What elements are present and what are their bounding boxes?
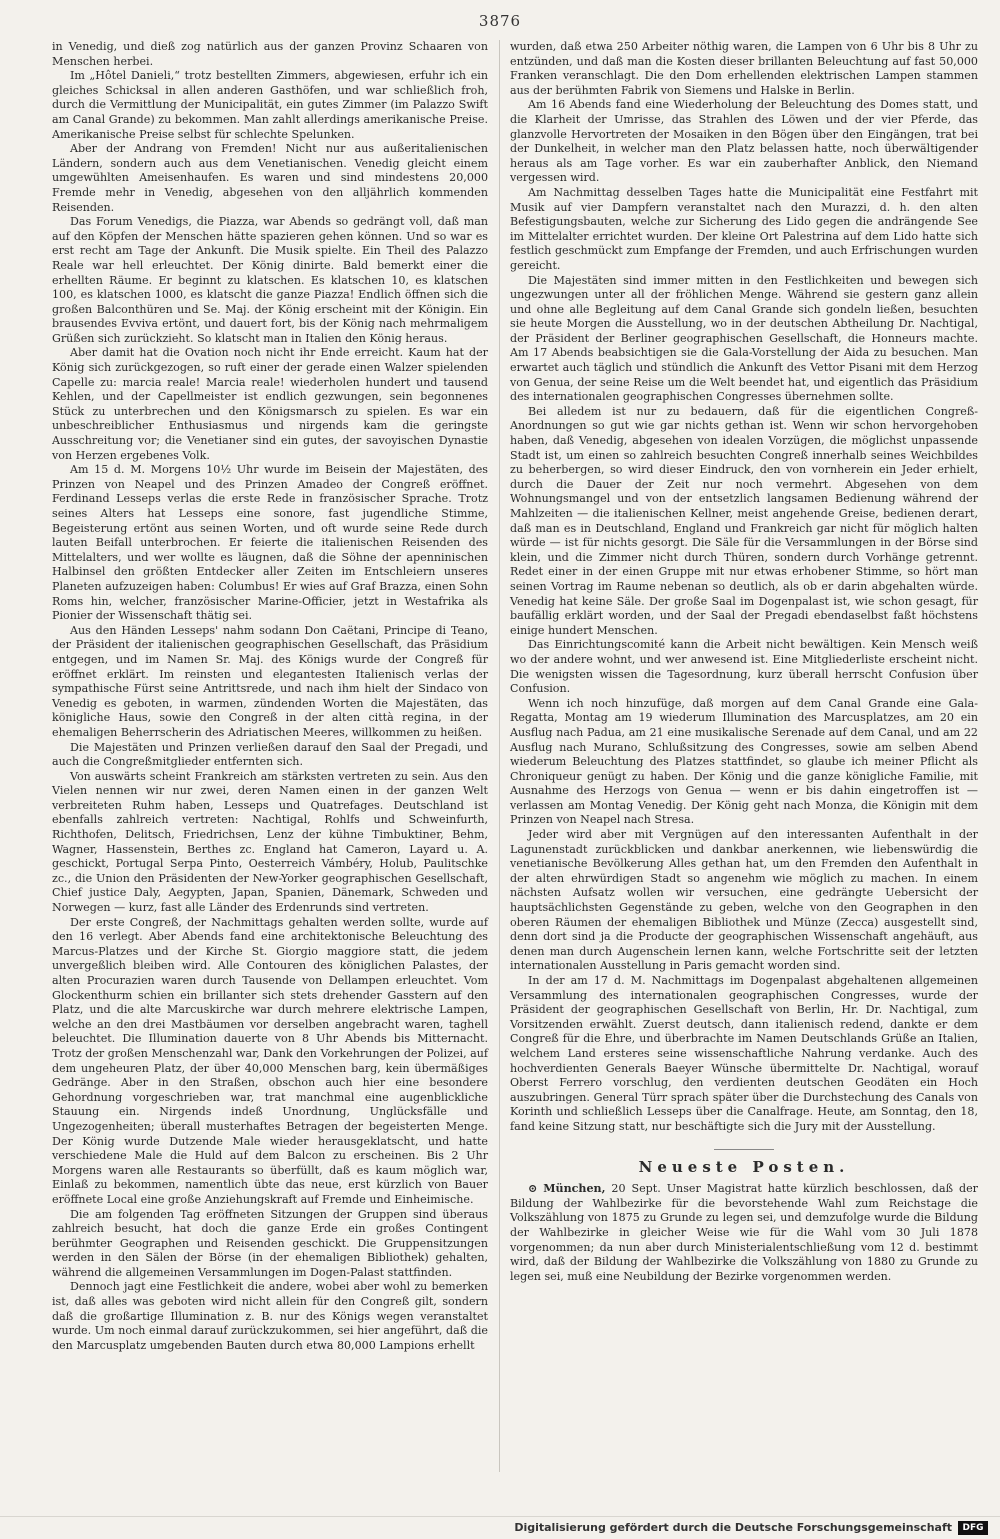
paragraph: Die am folgenden Tag eröffneten Sitzungen der Gruppen sind überaus zahlreich besucht, hat doch die ganze Erde ein großes Contingent berühmter Geographen und Reisenden geschickt. Die Gruppensitzungen werden in den Sälen der Börse (in der ehemaligen Bibliothek) gehalten, während die allgemeinen Versammlungen im Dogen-Palast stattfinden. [52, 1207, 488, 1279]
paragraph: Die Majestäten und Prinzen verließen darauf den Saal der Pregadi, und auch die Congreßmitglieder entfernten sich. [52, 740, 488, 769]
paragraph: wurden, daß etwa 250 Arbeiter nöthig waren, die Lampen von 6 Uhr bis 8 Uhr zu entzünden, und daß man die Kosten dieser brillanten Beleuchtung auf fast 50,000 Franken veranschlagt. Die den Dom erhellenden elektrischen Lampen stammen aus der berühmten Fabrik von Siemens und Halske in Berlin. [510, 40, 978, 97]
paragraph: Aber damit hat die Ovation noch nicht ihr Ende erreicht. Kaum hat der König sich zurückgezogen, so ruft einer der gerade einen Walzer spielenden Capelle zu: marcia reale! Marcia reale! wiederholen hundert und tausend Kehlen, und der Capellmeister ist endlich gezwungen, sein begonnenes Stück zu unterbrechen und den Königsmarsch zu spielen. Es war ein unbeschreiblicher Enthusiasmus und nirgends kam die geringste Ausschreitung vor; die Venetianer sind ein gutes, der savoyischen Dynastie von Herzen ergebenes Volk. [52, 346, 488, 462]
page-number: 3876 [478, 12, 522, 30]
news-dateline: München, [543, 1182, 606, 1196]
news-text: Unser Magistrat hatte kürzlich beschlossen, daß der Bildung der Wahlbezirke für die bevorstehende Wahl zum Reichstage die Volkszählung von 1875 zu Grunde zu legen sei, und demzufolge wurde die Bildung der Wahlbezirke in gleicher Weise wie für die Wahl vom 30 Juli 1878 vorgenommen; da nun aber durch Ministerialentschließung vom 12 d. bestimmt wird, daß der Bildung der Wahlbezirke die Volkszählung von 1880 zu Grunde zu legen sei, muß eine Neubildung der Bezirke vorgenommen werden. [510, 1182, 978, 1283]
paragraph: Aber der Andrang von Fremden! Nicht nur aus außeritalienischen Ländern, sondern auch aus dem Venetianischen. Venedig gleicht einem umgewühlten Ameisenhaufen. Es waren und sind mindestens 20,000 Fremde mehr in Venedig, abgesehen von den alljährlich kommenden Reisenden. [52, 142, 488, 214]
footer [0, 1516, 1000, 1539]
dateline-mark: ⊙ [528, 1182, 538, 1196]
right-column-paragraphs [510, 40, 978, 1135]
paragraph: Von auswärts scheint Frankreich am stärksten vertreten zu sein. Aus den Vielen nennen wir nur zwei, deren Namen einen in der ganzen Welt verbreiteten Ruhm haben, Lesseps und Quatrefages. Deutschland ist ebenfalls zahlreich vertreten: Nachtigal, Rohlfs und Schweinfurth, Richthofen, Delitsch, Friedrichsen, Lenz der kühne Timbuktiner, Behm, Wagner, Hassenstein, Berthes zc. England hat Cameron, Layard u. A. geschickt, Portugal Serpa Pinto, Oesterreich Vámbéry, Holub, Paulitschke zc., die Union den Präsidenten der New-Yorker geographischen Gesellschaft, Chief justice Daly, Aegypten, Japan, Spanien, Dänemark, Schweden und Norwegen — kurz, fast alle Länder des Erdenrunds sind vertreten. [52, 769, 488, 915]
paragraph: in Venedig, und dieß zog natürlich aus der ganzen Provinz Schaaren von Menschen herbei. [52, 40, 488, 68]
paragraph: Jeder wird aber mit Vergnügen auf den interessanten Aufenthalt in der Lagunenstadt zurückblicken und dankbar anerkennen, wie liebenswürdig die venetianische Bevölkerung Alles gethan hat, um den Fremden den Aufenthalt in der alten ehrwürdigen Stadt so angenehm wie möglich zu machen. In einem nächsten Aufsatz wollen wir versuchen, eine gedrängte Uebersicht der hauptsächlichsten Gegenstände zu geben, welche von den Geographen in den oberen Räumen der ehemaligen Bibliothek und Münze (Zecca) ausgestellt sind, denn dort sind ja die Producte der geographischen Wissenschaft angehäuft, aus denen man durch Augenschein lernen kann, welche Fortschritte seit der letzten internationalen Ausstellung in Paris gemacht worden sind. [510, 828, 978, 973]
right-column [510, 40, 978, 1284]
paragraph: Am 15 d. M. Morgens 10½ Uhr wurde im Beisein der Majestäten, des Prinzen von Neapel und des Prinzen Amadeo der Congreß eröffnet. Ferdinand Lesseps verlas die erste Rede in französischer Sprache. Trotz seines Alters hat Lesseps eine sonore, fast jugendliche Stimme, Begeisterung ertönt aus seinen Worten, und oft wurde seine Rede durch lauten Beifall unterbrochen. Er feierte die italienischen Reisenden des Mittelalters, und wer wollte es läugnen, daß die Söhne der apenninischen Halbinsel den größten Entdecker aller Zeiten im Entschleiern unseres Planeten aufzuzeigen haben: Columbus! Er wies auf Graf Brazza, einen Sohn Roms hin, welcher, französischer Marine-Officier, jetzt in Westafrika als Pionier der Wissenschaft thätig sei. [52, 463, 488, 623]
left-column [52, 40, 488, 1353]
paragraph: Bei alledem ist nur zu bedauern, daß für die eigentlichen Congreß-Anordnungen so gut wie gar nichts gethan ist. Wenn wir schon hervorgehoben haben, daß Venedig, abgesehen von idealen Vorzügen, die möglichst unpassende Stadt ist, um einen so zahlreich besuchten Congreß innerhalb seines Weichbildes zu beherbergen, so wird dieser Eindruck, den von vornherein ein Jeder erhielt, durch die Dauer der Zeit nur noch vermehrt. Abgesehen von dem Wohnungsmangel und von der entsetzlich langsamen Bedienung während der Mahlzeiten — die italienischen Kellner, meist angehende Greise, bedienen derart, daß man es in Deutschland, England und Frankreich gar nicht für möglich halten würde — ist für nichts gesorgt. Die Säle für die Versammlungen in der Börse sind klein, und die Zimmer nicht durch Thüren, sondern durch Vorhänge getrennt. Redet einer in der einen Gruppe mit nur etwas erhobener Stimme, so hört man seinen Vortrag im Raume nebenan so deutlich, als ob er darin abgehalten würde. Venedig hat keine Säle. Der große Saal im Dogenpalast ist, wie schon gesagt, für baufällig erklärt worden, und der Saal der Pregadi ebendaselbst faßt höchstens einige hundert Menschen. [510, 404, 978, 637]
paragraph: Wenn ich noch hinzufüge, daß morgen auf dem Canal Grande eine Gala-Regatta, Montag am 19 wiederum Illumination des Marcusplatzes, am 20 ein Ausflug nach Padua, am 21 eine musikalische Serenade auf dem Canal, und am 22 Ausflug nach Murano, Schlußsitzung des Congresses, sowie am selben Abend wiederum Beleuchtung des Platzes stattfindet, so glaube ich meiner Pflicht als Chroniqueur genügt zu haben. Der König und die ganze königliche Familie, mit Ausnahme des Herzogs von Genua — wenn er bis dahin eingetroffen ist — verlassen am Montag Venedig. Der König geht nach Monza, die Königin mit dem Prinzen von Neapel nach Stresa. [510, 696, 978, 827]
paragraph: Das Forum Venedigs, die Piazza, war Abends so gedrängt voll, daß man auf den Köpfen der Menschen hätte spazieren gehen können. Und so war es erst recht am Tage der Ankunft. Die Musik spielte. Ein Theil des Palazzo Reale war hell erleuchtet. Der König dinirte. Bald bemerkt einer die erhellten Räume. Er beginnt zu klatschen. Es klatschen 10, es klatschen 100, es klatschen 1000, es klatscht die ganze Piazza! Endlich öffnen sich die großen Balconthüren und Se. Maj. der König erscheint mit der Königin. Ein brausendes Evviva ertönt, und dauert fort, bis der König nach mehrmaligem Grüßen sich zurückzieht. So klatscht man in Italien den König heraus. [52, 215, 488, 345]
paragraph: Aus den Händen Lesseps' nahm sodann Don Caëtani, Principe di Teano, der Präsident der italienischen geographischen Gesellschaft, das Präsidium entgegen, und im Namen Sr. Maj. des Königs wurde der Congreß für eröffnet erklärt. Im reinsten und elegantesten Italienisch verlas der sympathische Fürst seine Antrittsrede, und nach ihm hielt der Sindaco von Venedig es geboten, in warmen, zündenden Worten die Majestäten, das königliche Haus, sowie den Congreß in der alten città regina, in der ehemaligen Beherrscherin des Adriatischen Meeres, willkommen zu heißen. [52, 623, 488, 739]
paragraph: Am 16 Abends fand eine Wiederholung der Beleuchtung des Domes statt, und die Klarheit der Umrisse, das Strahlen des Löwen und der vier Pferde, das glanzvolle Hervortreten der Mosaiken in den Bögen über den Eingängen, trat bei der Dunkelheit, in welcher man den Platz belassen hatte, noch überwältigender heraus als am Tage vorher. Es war ein zauberhafter Anblick, den Niemand vergessen wird. [510, 98, 978, 185]
paragraph: Die Majestäten sind immer mitten in den Festlichkeiten und bewegen sich ungezwungen unter all der fröhlichen Menge. Während sie gestern ganz allein und ohne alle Begleitung auf dem Canal Grande sich gondeln ließen, besuchten sie heute Morgen die Ausstellung, wo in der deutschen Abtheilung Dr. Nachtigal, der Präsident der Berliner geographischen Gesellschaft, die Honneurs machte. Am 17 Abends beabsichtigen sie die Gala-Vorstellung der Aida zu besuchen. Man erwartet auch täglich und stündlich die Ankunft des Vettor Pisani mit dem Herzog von Genua, der seine Reise um die Welt beendet hat, und eigentlich das Präsidium des internationalen geographischen Congresses übernehmen sollte. [510, 273, 978, 404]
news-date: 20 Sept. [611, 1182, 661, 1196]
paragraph: In der am 17 d. M. Nachmittags im Dogenpalast abgehaltenen allgemeinen Versammlung des internationalen geographischen Congresses, wurde der Präsident der geographischen Gesellschaft von Berlin, Hr. Dr. Nachtigal, zum Vorsitzenden erwählt. Zuerst deutsch, dann italienisch redend, dankte er dem Congreß für die Ehre, und überbrachte im Namen Deutschlands Grüße an Italien, welchem Land ersteres seine wissenschaftliche Nahrung verdanke. Auch des hochverdienten Generals Baeyer Wünsche übermittelte Dr. Nachtigal, worauf Oberst Ferrero vorschlug, den verdienten deutschen Geodäten ein Hoch auszubringen. General Türr sprach später über die Durchstechung des Canals von Korinth und schließlich Lesseps über die Canalfrage. Heute, am Sonntag, den 18, fand keine Sitzung statt, nur beschäftigte sich die Jury mit der Ausstellung. [510, 974, 978, 1133]
paragraph: Am Nachmittag desselben Tages hatte die Municipalität eine Festfahrt mit Musik auf vier Dampfern veranstaltet nach den Murazzi, d. h. den alten Befestigungsbauten, welche zur Sicherung des Lido gegen die andrängende See im Mittelalter errichtet wurden. Der kleine Ort Palestrina auf dem Lido hatte sich festlich geschmückt zum Empfange der Fremden, und auch Erfrischungen wurden gereicht. [510, 185, 978, 272]
column-divider [499, 40, 500, 1472]
section-rule [714, 1149, 774, 1150]
news-item [510, 1182, 978, 1284]
footer-credit: Digitalisierung gefördert durch die Deutsche Forschungsgemeinschaft [514, 1521, 952, 1534]
paragraph: Der erste Congreß, der Nachmittags gehalten werden sollte, wurde auf den 16 verlegt. Aber Abends fand eine architektonische Beleuchtung des Marcus-Platzes und der Kirche St. Giorgio maggiore statt, die jedem unvergeßlich bleiben wird. Alle Contouren des königlichen Palastes, der alten Procurazien waren durch Tausende von Dellampen erleuchtet. Vom Glockenthurm schien ein brillanter sich stets drehender Gasstern auf den Platz, und die alte Marcuskirche war durch mehrere elektrische Lampen, welche an den drei Mastbäumen vor derselben angebracht waren, taghell beleuchtet. Die Illumination dauerte von 8 Uhr Abends bis Mitternacht. Trotz der großen Menschenzahl war, Dank den Vorkehrungen der Polizei, auf dem ungeheuren Platz, der über 40,000 Menschen barg, kein übermäßiges Gedränge. Aber in den Straßen, obschon auch hier eine besondere Gehordnung vorgeschrieben war, trat manchmal eine augenblickliche Stauung ein. Nirgends indeß Unordnung, Unglücksfälle und Ungezogenheiten; überall musterhaftes Betragen der begeisterten Menge. Der König wurde Dutzende Male wieder herausgeklatscht, und hatte verschiedene Male die Huld auf dem Balcon zu erscheinen. Bis 2 Uhr Morgens waren alle Restaurants so überfüllt, daß es kaum möglich war, Einlaß zu bekommen, namentlich übte das neue, erst kürzlich von Bauer eröffnete Local eine große Anziehungskraft auf Fremde und Einheimische. [52, 915, 488, 1206]
paragraph: Dennoch jagt eine Festlichkeit die andere, wobei aber wohl zu bemerken ist, daß alles was geboten wird nicht allein für den Congreß gilt, sondern daß die großartige Illumination z. B. nur des Königs wegen veranstaltet wurde. Um noch einmal darauf zurückzukommen, sei hier angeführt, daß die den Marcusplatz umgebenden Bauten durch etwa 80,000 Lampions erhellt [52, 1280, 488, 1352]
paragraph: Das Einrichtungscomité kann die Arbeit nicht bewältigen. Kein Mensch weiß wo der andere wohnt, und wer anwesend ist. Eine Mitgliederliste erscheint nicht. Die wenigsten wissen die Tagesordnung, kurz überall herrscht Confusion über Confusion. [510, 638, 978, 696]
paragraph: Im „Hôtel Danieli,“ trotz bestellten Zimmers, abgewiesen, erfuhr ich ein gleiches Schicksal in allen anderen Gasthöfen, und war schließlich froh, durch die Vermittlung der Municipalität, ein gutes Zimmer (im Palazzo Swift am Canal Grande) zu bekommen. Man zahlt allerdings amerikanische Preise. Amerikanische Preise selbst für schlechte Spelunken. [52, 69, 488, 141]
section-heading: Neueste Posten. [638, 1157, 850, 1176]
dfg-logo: DFG [958, 1521, 988, 1535]
